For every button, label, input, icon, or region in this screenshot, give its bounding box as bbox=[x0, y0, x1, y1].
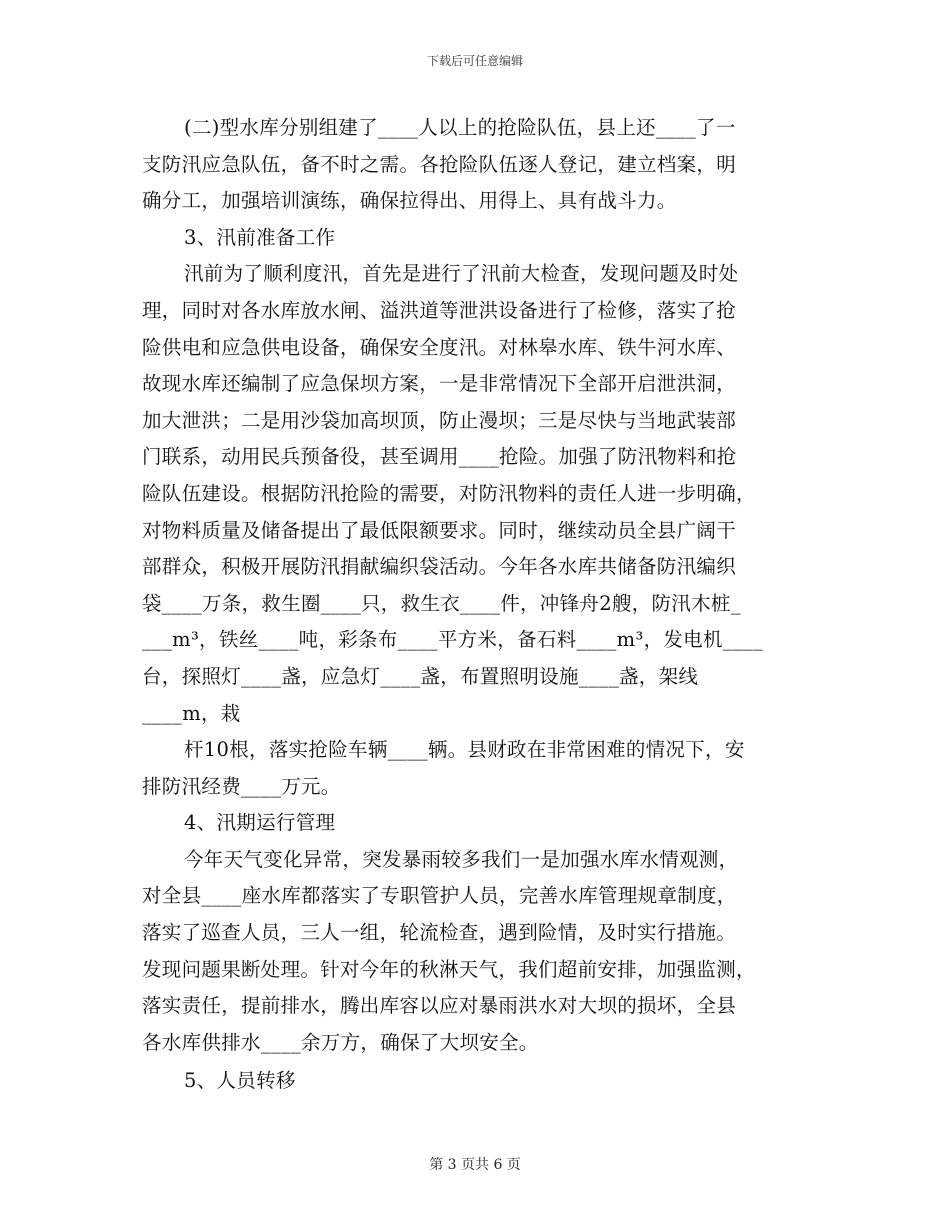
paragraph-line: 部群众，积极开展防汛捐献编织袋活动。今年各水库共储备防汛编织 bbox=[142, 555, 737, 579]
paragraph-line: 对物料质量及储备提出了最低限额要求。同时，继续动员全县广阔干 bbox=[142, 518, 737, 542]
section-heading: 4、汛期运行管理 bbox=[184, 811, 336, 835]
paragraph-line: 理，同时对各水库放水闸、溢洪道等泄洪设备进行了检修，落实了抢 bbox=[142, 298, 737, 322]
paragraph-line: 各水库供排水____余万方，确保了大坝安全。 bbox=[142, 1030, 539, 1054]
paragraph-line: 对全县____座水库都落实了专职管护人员，完善水库管理规章制度， bbox=[142, 884, 737, 908]
paragraph-line: 支防汛应急队伍，备不时之需。各抢险队伍逐人登记，建立档案，明 bbox=[142, 152, 737, 176]
document-body bbox=[142, 110, 814, 1100]
paragraph-line: 落实责任，提前排水，腾出库容以应对暴雨洪水对大坝的损坏，全县 bbox=[142, 994, 737, 1018]
paragraph-line: ___m³，铁丝____吨，彩条布____平方米，备石料____m³，发电机____ bbox=[142, 628, 763, 652]
paragraph-line: 今年天气变化异常，突发暴雨较多我们一是加强水库水情观测， bbox=[184, 847, 739, 871]
paragraph-line: 发现问题果断处理。针对今年的秋淋天气，我们超前安排，加强监测， bbox=[142, 957, 756, 981]
page-header: 下载后可任意编辑 bbox=[426, 54, 523, 68]
paragraph-line: 加大泄洪；二是用沙袋加高坝顶，防止漫坝；三是尽快与当地武装部 bbox=[142, 408, 737, 432]
paragraph-line: 汛前为了顺利度汛，首先是进行了汛前大检查，发现问题及时处 bbox=[184, 262, 739, 286]
section-heading: 3、汛前准备工作 bbox=[184, 225, 336, 249]
paragraph-line: 门联系，动用民兵预备役，甚至调用____抢险。加强了防汛物料和抢 bbox=[142, 445, 737, 469]
paragraph-line: 杆10根，落实抢险车辆____辆。县财政在非常困难的情况下，安 bbox=[184, 738, 745, 762]
paragraph-line: 落实了巡查人员，三人一组，轮流检查，遇到险情，及时实行措施。 bbox=[142, 921, 737, 945]
paragraph-line: 险供电和应急供电设备，确保安全度汛。对林皋水库、铁牛河水库、 bbox=[142, 335, 737, 359]
paragraph-line: 故现水库还编制了应急保坝方案，一是非常情况下全部开启泄洪洞， bbox=[142, 372, 737, 396]
section-heading: 5、人员转移 bbox=[184, 1069, 296, 1093]
paragraph-line: 袋____万条，救生圈____只，救生衣____件，冲锋舟2艘，防汛木桩_ bbox=[142, 591, 741, 615]
page-number: 第 3 页共 6 页 bbox=[429, 1157, 521, 1173]
paragraph-line: ____m，栽 bbox=[142, 701, 241, 725]
paragraph-line: 台，探照灯____盏，应急灯____盏，布置照明设施____盏，架线 bbox=[142, 664, 699, 688]
paragraph-line: 排防汛经费____万元。 bbox=[142, 774, 341, 798]
paragraph-line: 确分工，加强培训演练，确保拉得出、用得上、具有战斗力。 bbox=[142, 189, 677, 213]
paragraph-line: 险队伍建设。根据防汛抢险的需要，对防汛物料的责任人进一步明确， bbox=[142, 481, 756, 505]
paragraph-line: (二)型水库分别组建了____人以上的抢险队伍，县上还____了一 bbox=[184, 116, 736, 139]
